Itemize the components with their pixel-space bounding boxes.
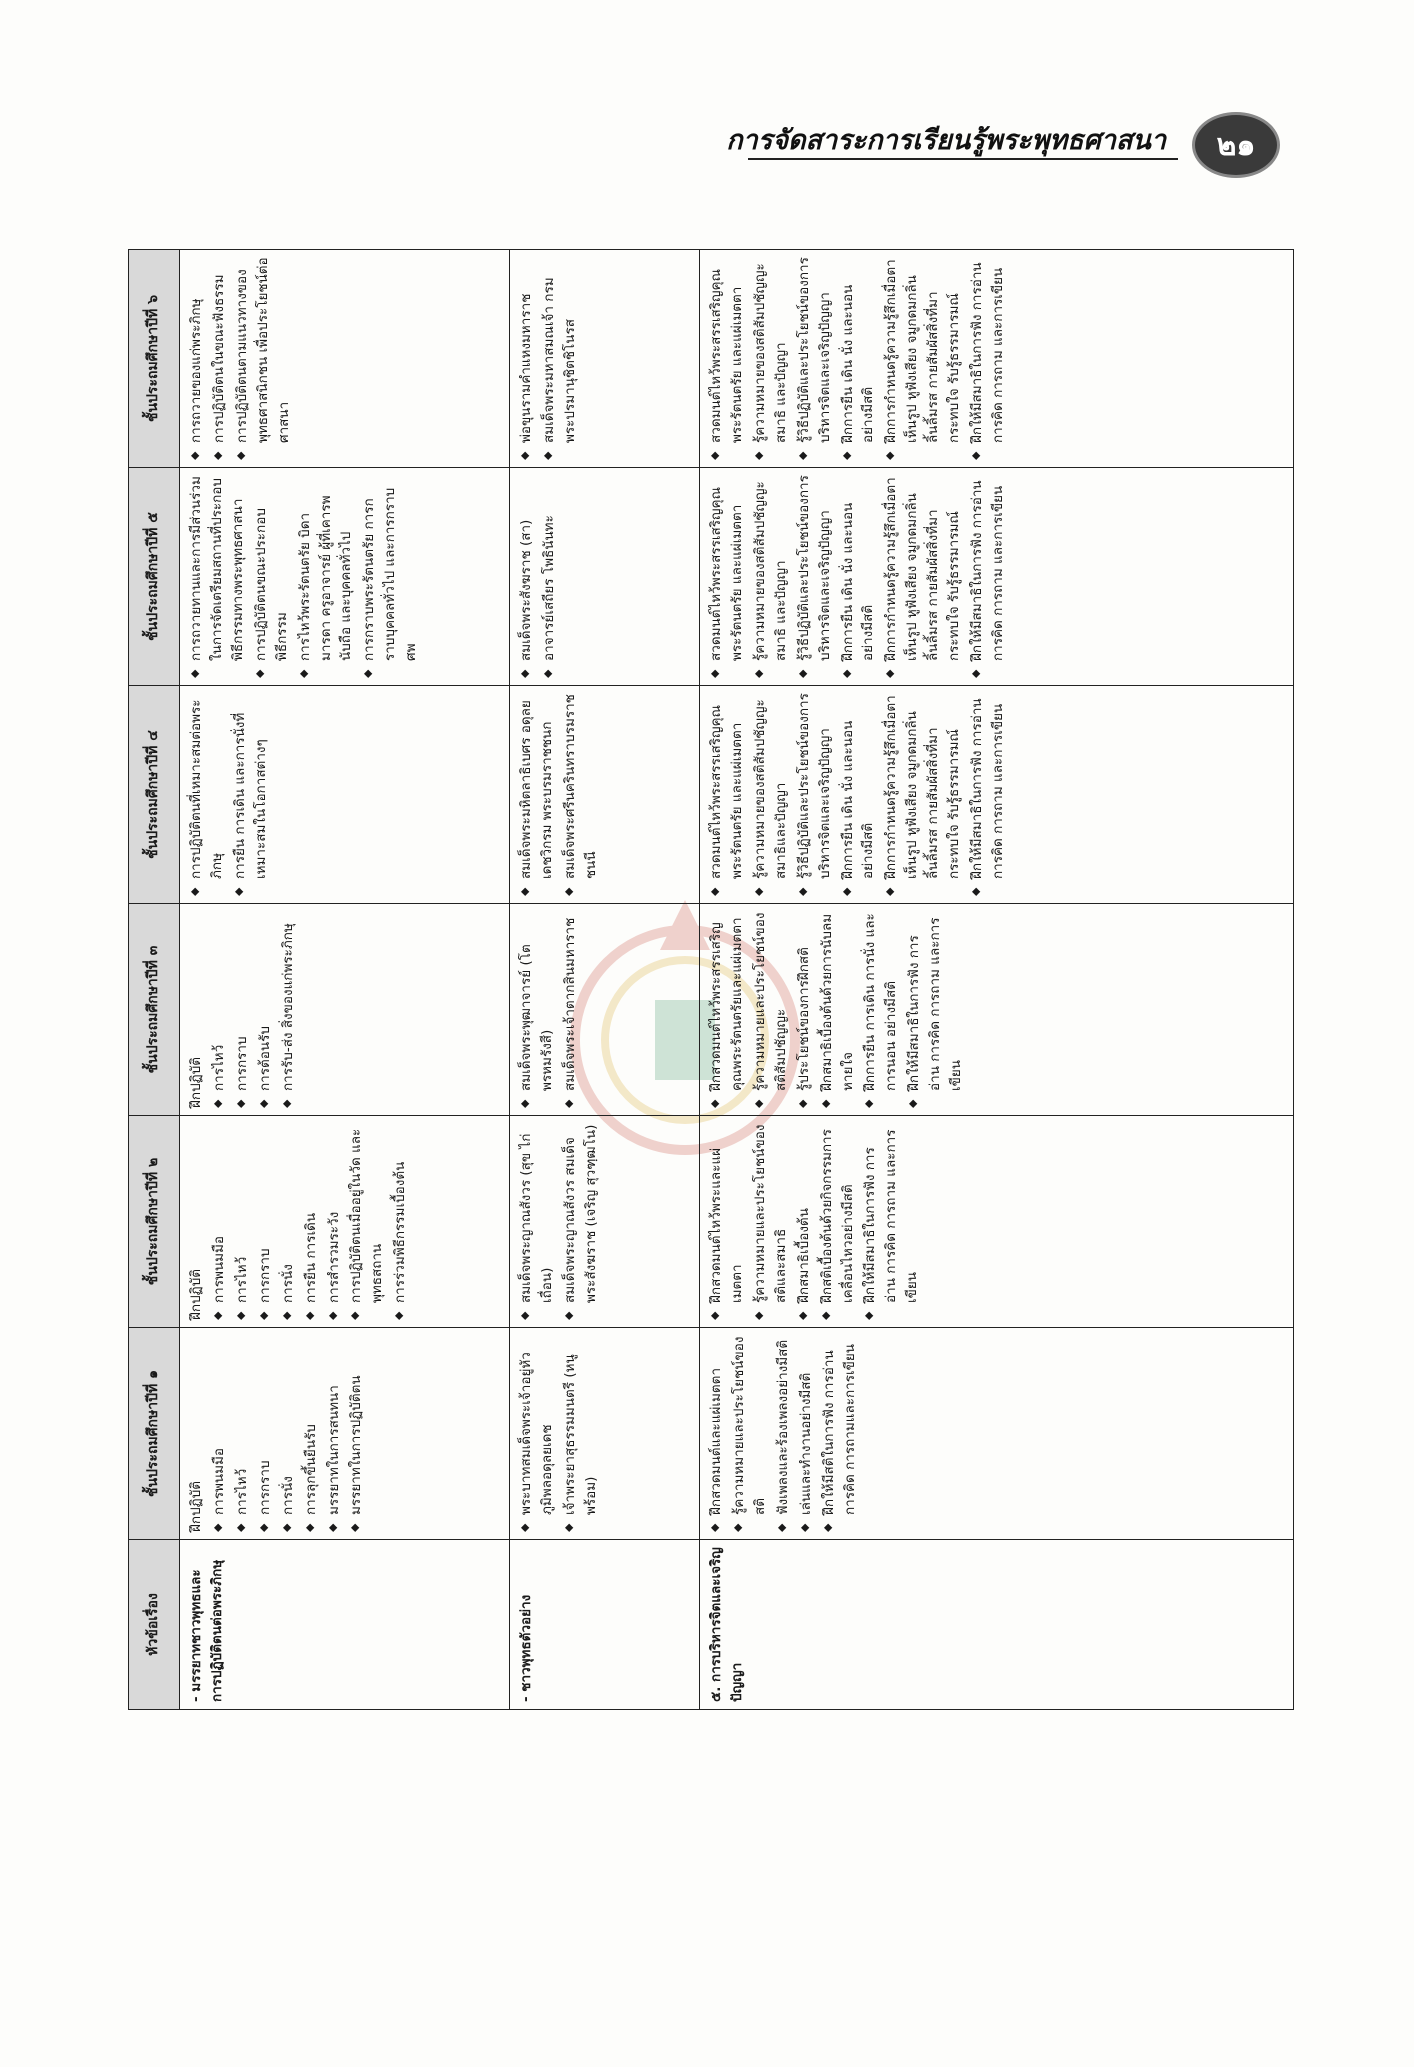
list-item: ◆ รู้ความหมายและประโยชน์ของสติ (729, 1335, 771, 1532)
column-header: ชั้นประถมศึกษาปีที่ ๓ (129, 904, 180, 1116)
column-header: หัวข้อเรื่อง (129, 1540, 180, 1710)
list-item: ◆ สมเด็จพระเจ้าตากสินมหาราช (560, 911, 581, 1108)
cell-intro-text: ฝึกปฏิบัติ (188, 1268, 204, 1320)
page-title: การจัดสาระการเรียนรู้พระพุทธศาสนา (726, 125, 1166, 156)
list-item: ◆ มรรยาทในการสนทนา (324, 1335, 345, 1532)
list-item: ◆ การยืน การเดิน และการนั่งที่เหมาะสมในโอกาสต่างๆ (230, 693, 272, 896)
content-cell (510, 686, 700, 904)
list-item: ◆ ฝึกให้มีสมาธิในการฟัง การอ่าน การคิด การถาม และการเขียน (904, 911, 967, 1108)
content-cell (180, 686, 510, 904)
list-item: ◆ การพนมมือ (209, 1335, 230, 1532)
rotated-table-area (128, 250, 1288, 1710)
list-item: ◆ รู้ความหมายของสติสัมปชัญญะ สมาธิ และปัญญา (750, 257, 792, 460)
list-item: ◆ ฝึกการกำหนดรู้ความรู้สึกเมื่อตาเห็นรูป หูฟังเสียง จมูกดมกลิ่น ลิ้นลิ้มรส กายสัมผัสสิ่งที่มากระทบใจ รับรู้ธรรมารมณ์ (881, 693, 965, 896)
bullet-list (706, 1123, 923, 1320)
bullet-list (516, 1123, 602, 1320)
list-item: ◆ ฝึกการยืน เดิน นั่ง และนอนอย่างมีสติ (838, 475, 880, 678)
list-item: ◆ รู้ความหมายและประโยชน์ของสติสัมปชัญญะ (750, 911, 792, 1108)
column-header: ชั้นประถมศึกษาปีที่ ๕ (129, 468, 180, 686)
list-item: ◆ การต้อนรับ (255, 911, 276, 1108)
list-item: ◆ สวดมนต์ไหว้พระสรรเสริญคุณพระรัตนตรัย และแผ่เมตตา (706, 257, 748, 460)
bullet-list (706, 1335, 860, 1532)
list-item: ◆ รู้วิธีปฏิบัติและประโยชน์ของการบริหารจิตและเจริญปัญญา (794, 475, 836, 678)
topic-cell: - ชาวพุทธตัวอย่าง (510, 1540, 700, 1710)
bullet-list (186, 693, 272, 896)
column-header: ชั้นประถมศึกษาปีที่ ๖ (129, 250, 180, 468)
content-cell (510, 1328, 700, 1540)
content-cell (700, 468, 1294, 686)
list-item: ◆ การสำรวมระวัง (324, 1123, 345, 1320)
topic-cell: ๕. การบริหารจิตและเจริญปัญญา (700, 1540, 1294, 1710)
content-cell (700, 904, 1294, 1116)
content-cell (510, 1116, 700, 1328)
table-row (700, 250, 1294, 1710)
list-item: ◆ สมเด็จพระศรีนครินทราบรมราชชนนี (560, 693, 602, 896)
column-header: ชั้นประถมศึกษาปีที่ ๔ (129, 686, 180, 904)
list-item: ◆ ฝึกการกำหนดรู้ความรู้สึกเมื่อตาเห็นรูป หูฟังเสียง จมูกดมกลิ่น ลิ้นลิ้มรส กายสัมผัสสิ่งที่มากระทบใจ รับรู้ธรรมารมณ์ (881, 257, 965, 460)
table-body (180, 250, 1294, 1710)
list-item: ◆ ฝึกสวดมนต์และแผ่เมตตา (706, 1335, 727, 1532)
cell-intro-text: ฝึกปฏิบัติ (188, 1056, 204, 1108)
list-item: ◆ การปฏิบัติตนตามแนวทางของพุทธศาสนิกชน เพื่อประโยชน์ต่อศาสนา (232, 257, 295, 460)
list-item: ◆ ฝึกให้มีสมาธิในการฟัง การอ่าน การคิด การถาม และการเขียน (860, 1123, 923, 1320)
bullet-list (706, 475, 1009, 678)
list-item: ◆ สมเด็จพระญาณสังวร สมเด็จพระสังฆราช (เจริญ สุวฑฺฒโน) (560, 1123, 602, 1320)
list-item: ◆ การลุกขึ้นยืนรับ (301, 1335, 322, 1532)
bullet-list (706, 257, 1009, 460)
curriculum-table (128, 249, 1294, 1710)
bullet-list (186, 475, 422, 678)
bullet-list (516, 693, 602, 896)
header-rule (748, 158, 1178, 160)
list-item: ◆ ฝึกสวดมนต์ไหว้พระสรรเสริญคุณพระรัตนตรัยและแผ่เมตตา (706, 911, 748, 1108)
list-item: ◆ ฝึกสมาธิเบื้องต้น (794, 1123, 815, 1320)
list-item: ◆ พระบาทสมเด็จพระเจ้าอยู่หัวภูมิพลอดุลยเดช (516, 1335, 558, 1532)
content-cell (180, 250, 510, 468)
bullet-list (186, 257, 295, 460)
page-number-badge: ๒๑ (1192, 112, 1280, 178)
bullet-list (706, 693, 1009, 896)
list-item: ◆ การกราบ (255, 1123, 276, 1320)
column-header: ชั้นประถมศึกษาปีที่ ๒ (129, 1116, 180, 1328)
list-item: ◆ การพนมมือ (209, 1123, 230, 1320)
bullet-list (209, 1335, 367, 1532)
content-cell (700, 1116, 1294, 1328)
list-item: ◆ ฝึกให้มีสมาธิในการฟัง การอ่าน การคิด การถาม และการเขียน (967, 693, 1009, 896)
list-item: ◆ การถวายทานและการมีส่วนร่วมในการจัดเตรียมสถานที่ประกอบพิธีกรรมทางพระพุทธศาสนา (186, 475, 249, 678)
list-item: ◆ เจ้าพระยาสุธรรมมนตรี (หนูพร้อม) (560, 1335, 602, 1532)
list-item: ◆ ฝึกให้มีสมาธิในการฟัง การอ่าน การคิด การถาม และการเขียน (967, 257, 1009, 460)
content-cell (700, 1328, 1294, 1540)
list-item: ◆ อาจารย์เสถียร โพธินันทะ (539, 475, 560, 678)
list-item: ◆ สวดมนต์ไหว้พระสรรเสริญคุณพระรัตนตรัย และแผ่เมตตา (706, 693, 748, 896)
content-cell (510, 468, 700, 686)
bullet-list (516, 475, 560, 678)
content-cell (700, 250, 1294, 468)
content-cell (180, 1328, 510, 1540)
list-item: ◆ ฝึกให้มีสมาธิในการฟัง การอ่าน การคิด การถาม และการเขียน (967, 475, 1009, 678)
content-cell (510, 904, 700, 1116)
list-item: ◆ การปฏิบัติตนขณะประกอบพิธีกรรม (251, 475, 293, 678)
table-row (510, 250, 700, 1710)
list-item: ◆ การกราบ (232, 911, 253, 1108)
list-item: ◆ การกราบพระรัตนตรัย การกราบบุคคลทั่วไป และการกราบศพ (359, 475, 422, 678)
list-item: ◆ รู้ความหมายและประโยชน์ของสติและสมาธิ (750, 1123, 792, 1320)
list-item: ◆ มรรยาทในการปฏิบัติตน (346, 1335, 367, 1532)
list-item: ◆ สมเด็จพระพุฒาจารย์ (โต พรหมรังสี) (516, 911, 558, 1108)
list-item: ◆ การปฏิบัติตนที่เหมาะสมต่อพระภิกษุ (186, 693, 228, 896)
page-header (728, 112, 1288, 182)
content-cell (180, 1116, 510, 1328)
list-item: ◆ การไหว้ (232, 1335, 253, 1532)
list-item: ◆ การไหว้ (209, 911, 230, 1108)
bullet-list (516, 911, 581, 1108)
list-item: ◆ สมเด็จพระญาณสังวร (สุข ไก่เถื่อน) (516, 1123, 558, 1320)
list-item: ◆ เล่นและทำงานอย่างมีสติ (796, 1335, 817, 1532)
list-item: ◆ การปฏิบัติตนเมื่ออยู่ในวัด และพุทธสถาน (346, 1123, 388, 1320)
list-item: ◆ รู้วิธีปฏิบัติและประโยชน์ของการบริหารจิตและเจริญปัญญา (794, 257, 836, 460)
list-item: ◆ ฝึกสติเบื้องต้นด้วยกิจกรรมการเคลื่อนไหวอย่างมีสติ (817, 1123, 859, 1320)
list-item: ◆ ฝึกการยืน การเดิน การนั่ง และการนอน อย่างมีสติ (860, 911, 902, 1108)
list-item: ◆ ฝึกการยืน เดิน นั่ง และนอน อย่างมีสติ (838, 257, 880, 460)
list-item: ◆ สมเด็จพระมหาสมณเจ้า กรมพระปรมานุชิตชิโนรส (539, 257, 581, 460)
list-item: ◆ ฝึกการยืน เดิน นั่ง และนอนอย่างมีสติ (838, 693, 880, 896)
list-item: ◆ ฟังเพลงและร้องเพลงอย่างมีสติ (773, 1335, 794, 1532)
list-item: ◆ สมเด็จพระสังฆราช (สา) (516, 475, 537, 678)
list-item: ◆ รู้ความหมายของสติสัมปชัญญะ สมาธิ และปัญญา (750, 475, 792, 678)
list-item: ◆ การไหว้พระรัตนตรัย บิดามารดา ครูอาจารย์ ผู้ที่เคารพนับถือ และบุคคลทั่วไป (295, 475, 358, 678)
list-item: ◆ การนั่ง (278, 1123, 299, 1320)
table-header-row (129, 250, 180, 1710)
bullet-list (209, 1123, 411, 1320)
list-item: ◆ การไหว้ (232, 1123, 253, 1320)
list-item: ◆ การร่วมพิธีกรรมเบื้องต้น (390, 1123, 411, 1320)
list-item: ◆ การกราบ (255, 1335, 276, 1532)
content-cell (180, 904, 510, 1116)
list-item: ◆ การถวายของแก่พระภิกษุ (186, 257, 207, 460)
list-item: ◆ ฝึกสมาธิเบื้องต้นด้วยการนับลมหายใจ (817, 911, 859, 1108)
bullet-list (516, 257, 581, 460)
content-cell (700, 686, 1294, 904)
list-item: ◆ รู้ความหมายของสติสัมปชัญญะสมาธิและปัญญา (750, 693, 792, 896)
list-item: ◆ สมเด็จพระมหิตลาธิเบศร อดุลยเดชวิกรม พระบรมราชชนก (516, 693, 558, 896)
list-item: ◆ ฝึกให้มีสติในการฟัง การอ่าน การคิด การถามและการเขียน (819, 1335, 861, 1532)
list-item: ◆ การปฏิบัติตนในขณะฟังธรรม (209, 257, 230, 460)
list-item: ◆ พ่อขุนรามคำแหงมหาราช (516, 257, 537, 460)
column-header: ชั้นประถมศึกษาปีที่ ๑ (129, 1328, 180, 1540)
list-item: ◆ รู้วิธีปฏิบัติและประโยชน์ของการบริหารจิตและเจริญปัญญา (794, 693, 836, 896)
table-row (180, 250, 510, 1710)
content-cell (510, 250, 700, 468)
list-item: ◆ ฝึกการกำหนดรู้ความรู้สึกเมื่อตาเห็นรูป หูฟังเสียง จมูกดมกลิ่น ลิ้นลิ้มรส กายสัมผัสสิ่งที่มากระทบใจ รับรู้ธรรมารมณ์ (881, 475, 965, 678)
list-item: ◆ รู้ประโยชน์ของการฝึกสติ (794, 911, 815, 1108)
bullet-list (516, 1335, 602, 1532)
list-item: ◆ การรับ-ส่ง สิ่งของแก่พระภิกษุ (278, 911, 299, 1108)
content-cell (180, 468, 510, 686)
list-item: ◆ การยืน การเดิน (301, 1123, 322, 1320)
bullet-list (209, 911, 299, 1108)
bullet-list (706, 911, 967, 1108)
list-item: ◆ การนั่ง (278, 1335, 299, 1532)
cell-intro-text: ฝึกปฏิบัติ (188, 1480, 204, 1532)
list-item: ◆ สวดมนต์ไหว้พระสรรเสริญคุณพระรัตนตรัย และแผ่เมตตา (706, 475, 748, 678)
topic-cell: - มรรยาทชาวพุทธและการปฏิบัติตนต่อพระภิกษุ (180, 1540, 510, 1710)
list-item: ◆ ฝึกสวดมนต์ไหว้พระและแผ่เมตตา (706, 1123, 748, 1320)
